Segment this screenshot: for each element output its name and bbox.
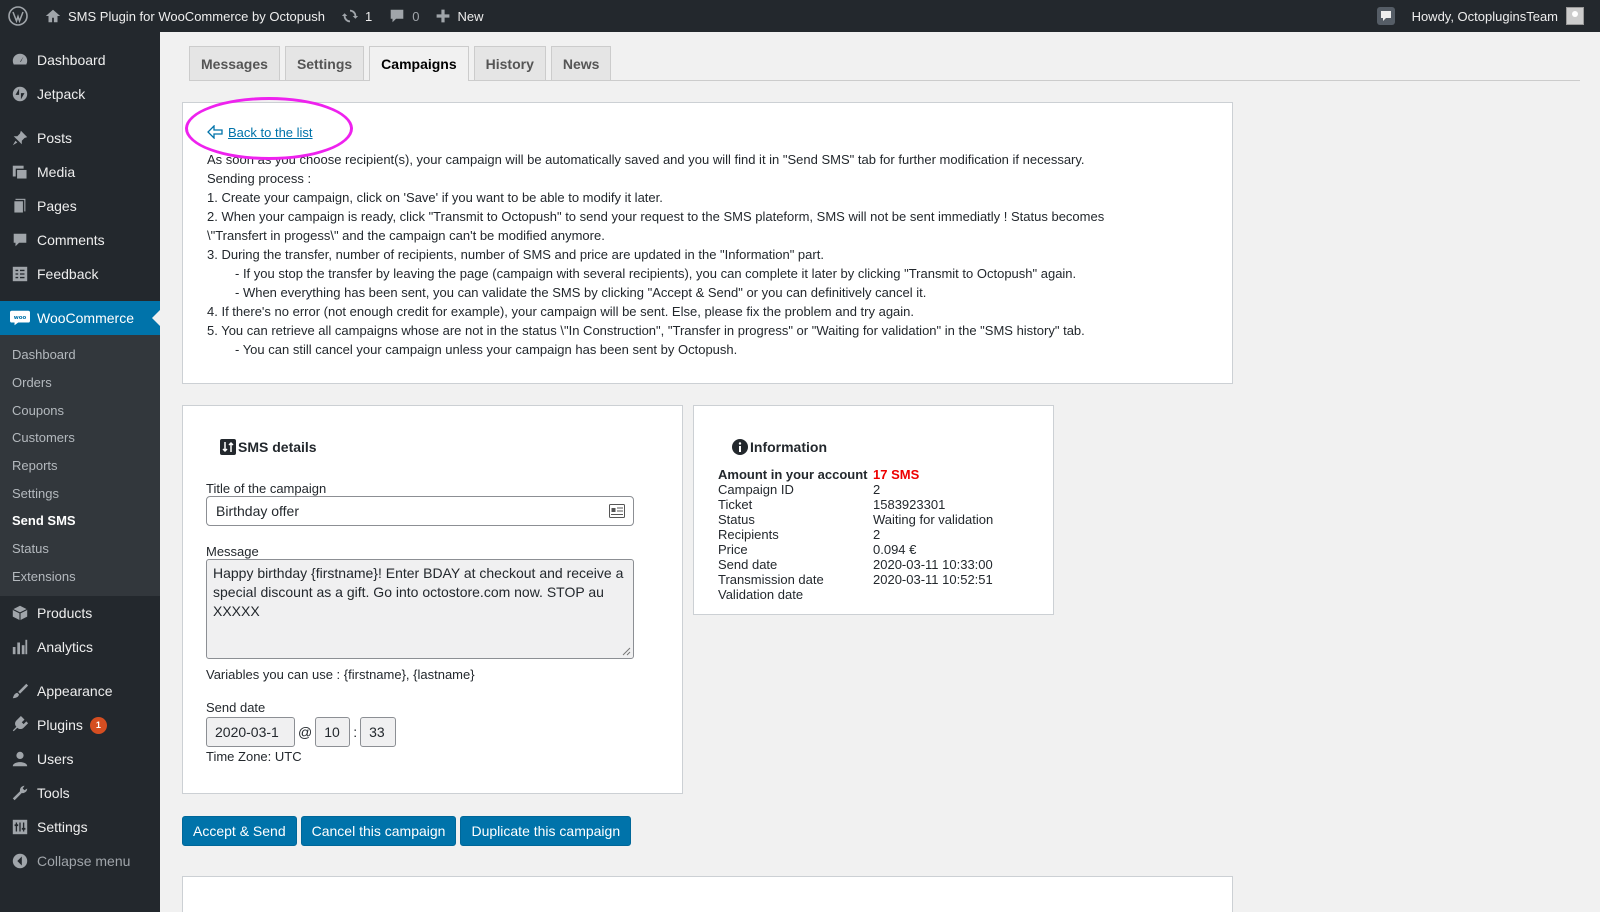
info-row: Status Waiting for validation — [718, 512, 994, 527]
settings-icon — [10, 817, 30, 837]
send-date-label: Send date — [206, 700, 266, 715]
comment-icon — [10, 230, 30, 250]
duplicate-campaign-button[interactable]: Duplicate this campaign — [460, 816, 631, 846]
user-icon — [10, 749, 30, 769]
instruction-line: 4. If there's no error (not enough credit for example), your campaign will be sent. Else, please fix the problem and try again. — [207, 304, 915, 319]
accept-send-button[interactable]: Accept & Send — [182, 816, 297, 846]
sms-details-panel — [182, 405, 683, 794]
campaign-title-input[interactable]: Birthday offer — [206, 496, 634, 526]
menu-users[interactable]: Users — [0, 742, 160, 776]
send-hour-input[interactable]: 10 — [315, 717, 350, 747]
wordpress-logo-icon[interactable] — [0, 0, 36, 32]
info-row-amount: Amount in your account 17 SMS — [718, 467, 920, 482]
submenu-dashboard[interactable]: Dashboard — [12, 347, 76, 363]
my-account-link[interactable] — [1404, 0, 1600, 32]
info-row: Campaign ID 2 — [718, 482, 881, 497]
collapse-menu-button[interactable]: Collapse menu — [0, 844, 160, 878]
pages-icon — [10, 196, 30, 216]
menu-posts[interactable]: Posts — [0, 121, 160, 155]
notification-icon[interactable] — [1368, 0, 1404, 32]
admin-sidebar — [0, 32, 160, 912]
message-label: Message — [206, 544, 259, 559]
woocommerce-icon — [10, 308, 30, 328]
info-row: Price 0.094 € — [718, 542, 917, 557]
recipients-panel — [182, 876, 1233, 912]
menu-pages[interactable]: Pages — [0, 189, 160, 223]
instruction-line: - When everything has been sent, you can validate the SMS by clicking "Accept & Send" or you can definitively cancel it. — [235, 285, 927, 300]
submenu-orders[interactable]: Orders — [12, 375, 52, 391]
highlight-circle-annotation — [185, 97, 353, 160]
feedback-icon — [10, 264, 30, 284]
refresh-icon — [341, 7, 359, 25]
information-heading: Information — [718, 439, 1029, 455]
info-row: Send date 2020-03-11 10:33:00 — [718, 557, 993, 572]
plugin-tabs — [189, 46, 1580, 81]
site-name-link[interactable] — [36, 0, 333, 32]
menu-appearance[interactable]: Appearance — [0, 674, 160, 708]
media-icon — [10, 162, 30, 182]
information-table — [718, 467, 1029, 602]
instruction-line: 2. When your campaign is ready, click "Transmit to Octopush" to send your request to the SMS plateform, SMS will not be sent immediatly ! Status becomes — [207, 209, 1105, 224]
comment-bubble-icon — [388, 7, 406, 25]
instruction-line: \"Transfert in progess\" and the campaign can't be modified anymore. — [207, 228, 605, 243]
submenu-send-sms[interactable]: Send SMS — [12, 513, 76, 529]
instruction-line: As soon as you choose recipient(s), your campaign will be automatically saved and you will find it in "Send SMS" tab for further modification if necessary. — [207, 152, 1085, 167]
menu-comments[interactable]: Comments — [0, 223, 160, 257]
info-row: Validation date — [718, 587, 804, 602]
menu-feedback[interactable]: Feedback — [0, 257, 160, 291]
updates-link[interactable] — [333, 0, 380, 32]
wrench-icon — [10, 783, 30, 803]
campaign-title-label: Title of the campaign — [206, 481, 327, 496]
svg-text:woo: woo — [13, 314, 27, 321]
howdy-text: Howdy, OctopluginsTeam — [1411, 8, 1558, 24]
sms-details-heading: SMS details — [206, 439, 659, 455]
menu-plugins[interactable]: Plugins 1 — [0, 708, 160, 742]
collapse-icon — [10, 851, 30, 871]
menu-products[interactable]: Products — [0, 596, 160, 630]
plugins-update-badge: 1 — [90, 717, 107, 734]
at-sign: @ — [298, 724, 313, 740]
submenu-coupons[interactable]: Coupons — [12, 402, 65, 418]
pin-icon — [10, 128, 30, 148]
admin-bar — [0, 0, 1600, 32]
submenu-customers[interactable]: Customers — [12, 430, 75, 446]
timezone-label: Time Zone: UTC — [206, 749, 302, 764]
instruction-line: - You can still cancel your campaign unless your campaign has been sent by Octopush. — [235, 342, 738, 357]
new-content-link[interactable] — [427, 0, 491, 32]
instruction-line: 5. You can retrieve all campaigns whose are not in the status \"In Construction", "Transfer in progress" or "Waiting for validation" in the "SMS history" tab. — [207, 323, 1085, 338]
box-icon — [10, 603, 30, 623]
send-date-row — [206, 717, 659, 747]
info-row: Transmission date 2020-03-11 10:52:51 — [718, 572, 993, 587]
menu-analytics[interactable]: Analytics — [0, 630, 160, 664]
amount-value: 17 SMS — [873, 467, 920, 482]
info-icon — [732, 439, 748, 455]
instruction-line: 1. Create your campaign, click on 'Save' if you want to be able to modify it later. — [207, 190, 663, 205]
submenu-reports[interactable]: Reports — [12, 458, 58, 474]
time-colon: : — [353, 724, 358, 740]
dashboard-icon — [10, 50, 30, 70]
submenu-settings[interactable]: Settings — [12, 485, 59, 501]
sort-icon — [220, 439, 236, 455]
site-title: SMS Plugin for WooCommerce by Octopush — [68, 8, 325, 24]
tab-messages[interactable]: Messages — [189, 46, 280, 80]
instruction-line: 3. During the transfer, number of recipients, number of SMS and price are updated in the "Information" part. — [207, 247, 824, 262]
plus-icon — [435, 8, 451, 24]
contact-card-icon — [609, 504, 625, 518]
avatar — [1566, 7, 1584, 25]
paintbrush-icon — [10, 681, 30, 701]
submenu-status[interactable]: Status — [12, 541, 49, 557]
instruction-line: - If you stop the transfer by leaving the page (campaign with several recipients), you can complete it later by clicking "Transmit to Octopush" again. — [235, 266, 1077, 281]
variables-hint: Variables you can use : {firstname}, {lastname} — [206, 667, 475, 682]
new-label: New — [457, 8, 484, 24]
message-textarea[interactable]: Happy birthday {firstname}! Enter BDAY at checkout and receive a special discount as a gift. Go into octostore.com now. STOP au XXXXX — [206, 559, 634, 659]
instruction-line: Sending process : — [207, 171, 312, 186]
tab-settings[interactable]: Settings — [285, 46, 364, 80]
menu-tools[interactable]: Tools — [0, 776, 160, 810]
home-icon — [44, 7, 62, 25]
menu-settings[interactable]: Settings — [0, 810, 160, 844]
information-panel — [693, 405, 1054, 615]
comments-count: 0 — [412, 8, 420, 24]
resize-handle-icon[interactable] — [621, 646, 631, 656]
campaign-actions — [182, 816, 635, 846]
info-row: Recipients 2 — [718, 527, 881, 542]
menu-dashboard[interactable]: Dashboard — [0, 43, 160, 77]
tab-history[interactable]: History — [474, 46, 546, 80]
submenu-extensions[interactable]: Extensions — [12, 568, 76, 584]
send-minute-input[interactable]: 33 — [360, 717, 396, 747]
tab-news[interactable]: News — [551, 46, 612, 80]
updates-count: 1 — [364, 8, 373, 24]
woocommerce-submenu — [0, 335, 160, 596]
info-row: Ticket 1583923301 — [718, 497, 946, 512]
bar-chart-icon — [10, 637, 30, 657]
menu-media[interactable]: Media — [0, 155, 160, 189]
menu-woocommerce[interactable]: woo WooCommerce — [0, 301, 160, 335]
send-date-input[interactable]: 2020-03-1 — [206, 717, 295, 747]
tab-campaigns[interactable]: Campaigns — [369, 46, 468, 81]
plugin-icon — [10, 715, 30, 735]
menu-jetpack[interactable]: Jetpack — [0, 77, 160, 111]
jetpack-icon — [10, 84, 30, 104]
cancel-campaign-button[interactable]: Cancel this campaign — [301, 816, 457, 846]
back-to-list-link[interactable]: Back to the list — [207, 123, 1208, 141]
comments-link[interactable] — [380, 0, 427, 32]
